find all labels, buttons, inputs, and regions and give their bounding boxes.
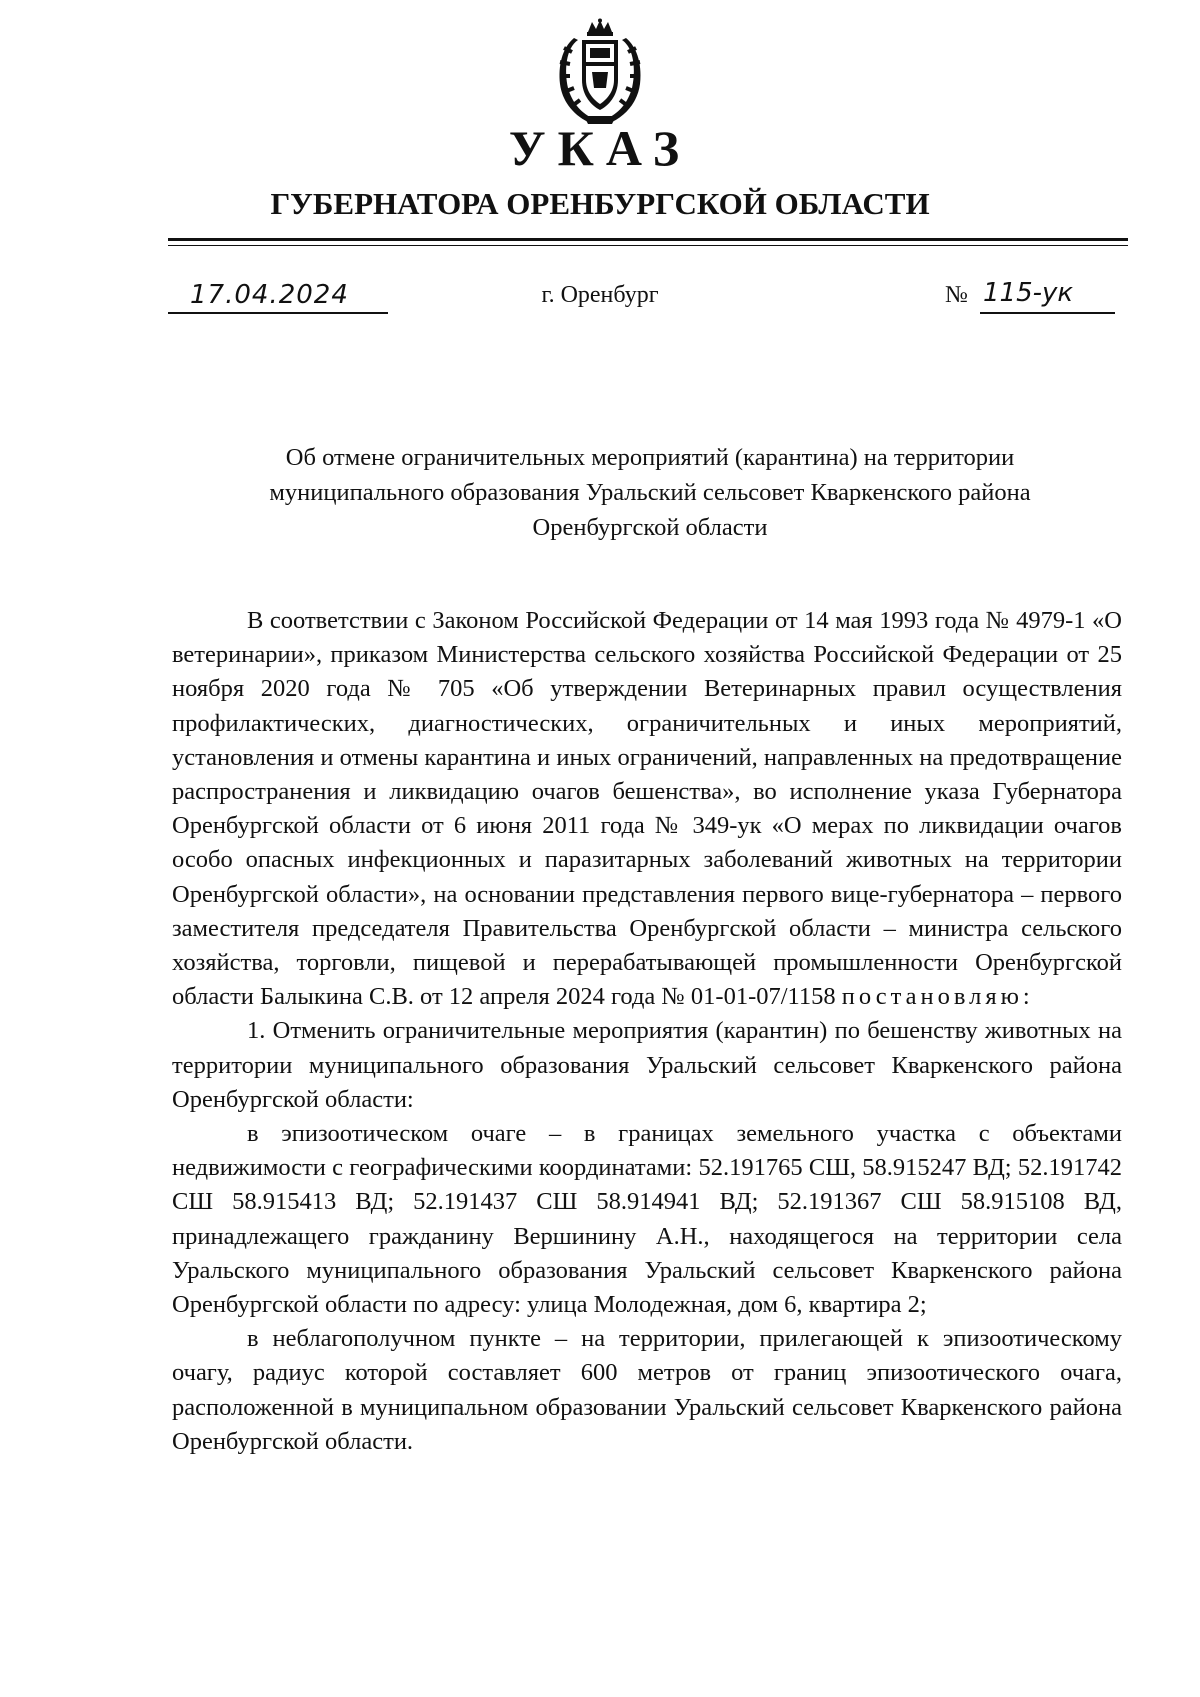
preamble-text: В соответствии с Законом Российской Федерации от 14 мая 1993 года № 4979-1 «О ветеринарии», приказом Министерства сельского хозяйства Российской Федерации от 25 ноября 2020 года № 705 «Об утверждении Ветеринарных правил осуществления профилактических, диагностических, ограничительных и иных мероприятий, установления и отмены карантина и иных ограничений, направленных на предотвращение распространения и ликвидацию очагов бешенства», во исполнение указа Губернатора Оренбургской области от 6 июня 2011 года № 349-ук «О мерах по ликвидации очагов особо опасных инфекционных и паразитарных заболеваний животных на территории Оренбургской области», на основании представления первого вице-губернатора – первого заместителя председателя Правительства Оренбургской области – министра сельского хозяйства, торговли, пищевой и перерабатывающей промышленности Оренбургской области Балыкина С.В. от 12 апреля 2024 года № 01-01-07/1158 [172, 607, 1122, 1011]
document-title: УКАЗ [508, 120, 692, 176]
number-label: № [945, 282, 968, 308]
heading-line: муниципального образования Уральский сельсовет Кваркенского района [269, 479, 1031, 506]
date-underline [168, 312, 388, 314]
heading-line: Оренбургской области [532, 514, 768, 541]
document-body [172, 604, 1122, 1459]
decree-word: постановляю: [841, 983, 1034, 1011]
document-city: г. Оренбург [541, 282, 659, 308]
document-heading [190, 440, 1110, 545]
heading-line: Об отмене ограничительных мероприятий (карантина) на территории [285, 444, 1015, 471]
header-divider-thick [168, 238, 1128, 241]
item-1-focus-paragraph: в эпизоотическом очаге – в границах земельного участка с объектами недвижимости с географическими координатами: 52.191765 СШ, 58.915247 ВД; 52.191742 СШ 58.915413 ВД; 52.191437 СШ 58.914941 ВД; 52.191367 СШ 58.915108 ВД, принадлежащего гражданину Вершинину А.Н., находящегося на территории села Уральского муниципального образования Уральский сельсовет Кваркенского района Оренбургской области по адресу: улица Молодежная, дом 6, квартира 2; [172, 1120, 1122, 1319]
document-number: 115-ук [983, 278, 1074, 308]
document-date: 17.04.2024 [190, 280, 349, 310]
preamble-paragraph [172, 604, 1122, 1014]
document-subtitle: ГУБЕРНАТОРА ОРЕНБУРГСКОЙ ОБЛАСТИ [270, 186, 930, 221]
item-1-paragraph: 1. Отменить ограничительные мероприятия (карантин) по бешенству животных на территории муниципального образования Уральский сельсовет Кваркенского района Оренбургской области: [172, 1017, 1122, 1113]
coat-of-arms-icon [548, 18, 652, 126]
number-underline [980, 312, 1115, 314]
item-1-zone-paragraph: в неблагополучном пункте – на территории, прилегающей к эпизоотическому очагу, радиус которой составляет 600 метров от границ эпизоотического очага, расположенной в муниципальном образовании Уральский сельсовет Кваркенского района Оренбургской области. [172, 1325, 1122, 1455]
header-divider-thin [168, 245, 1128, 246]
